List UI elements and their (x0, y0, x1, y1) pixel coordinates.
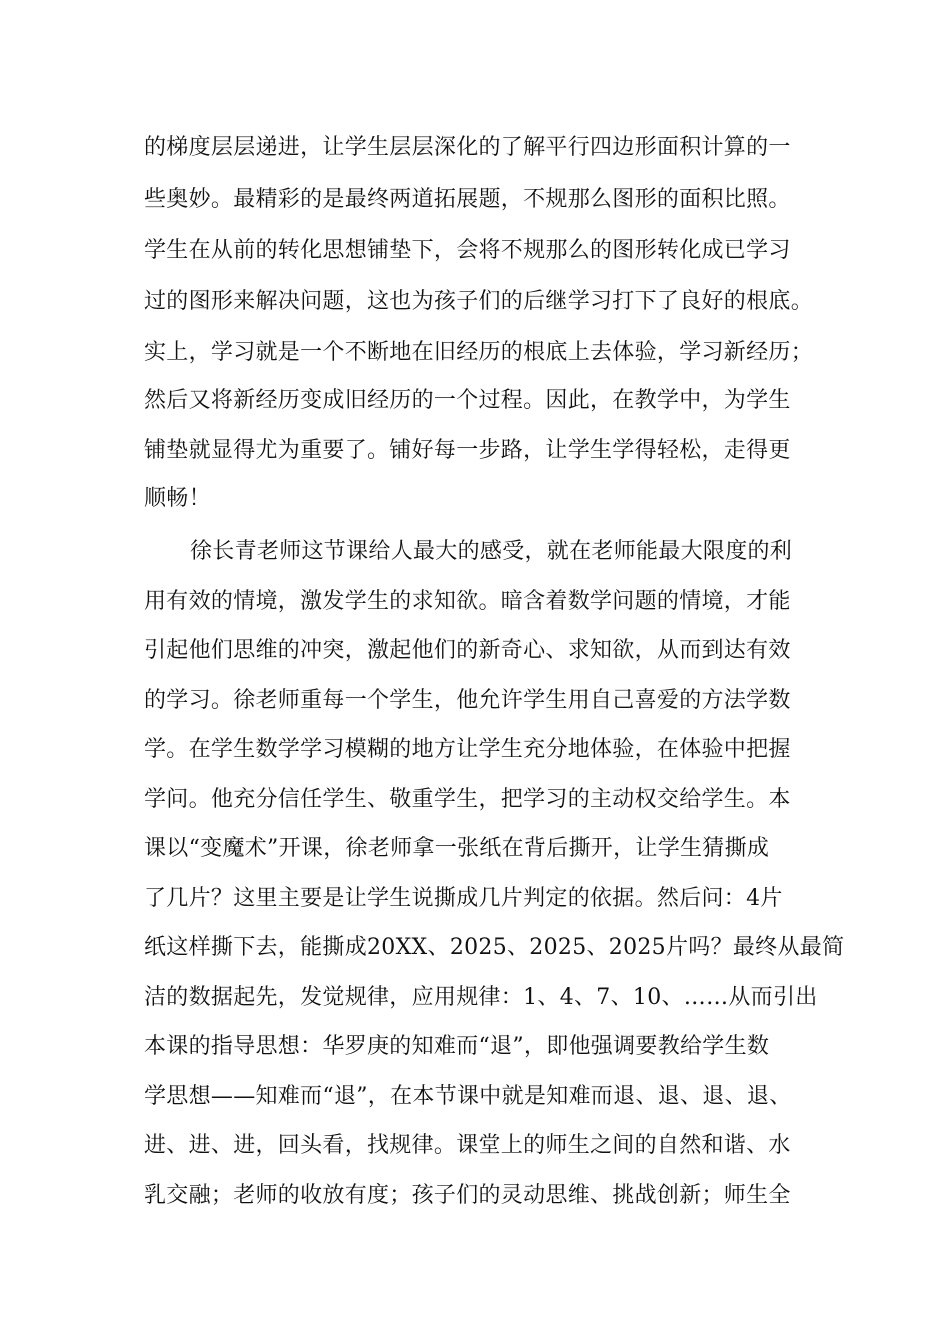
text-line: 实上，学习就是一个不断地在旧经历的根底上去体验，学习新经历； (144, 340, 814, 365)
text-line: 学。在学生数学学习模糊的地方让学生充分地体验，在体验中把握 (144, 737, 791, 762)
text-line: 些奥妙。最精彩的是最终两道拓展题，不规那么图形的面积比照。 (144, 187, 791, 212)
text-line: 本课的指导思想：华罗庚的知难而“退”，即他强调要教给学生数 (144, 1034, 770, 1059)
text-line: 的梯度层层递进，让学生层层深化的了解平行四边形面积计算的一 (144, 135, 791, 160)
text-line: 然后又将新经历变成旧经历的一个过程。因此，在教学中，为学生 (144, 388, 791, 413)
text-line: 学思想——知难而“退”，在本节课中就是知难而退、退、退、退、 (144, 1084, 792, 1109)
text-line: 纸这样撕下去，能撕成20XX、2025、2025、2025片吗？最终从最简 (144, 935, 845, 960)
text-line: 乳交融；老师的收放有度；孩子们的灵动思维、挑战创新；师生全 (144, 1183, 791, 1208)
text-line: 铺垫就显得尤为重要了。铺好每一步路，让学生学得轻松，走得更 (144, 438, 791, 463)
text-line: 洁的数据起先，发觉规律，应用规律：1、4、7、10、……从而引出 (144, 985, 818, 1010)
text-line: 学生在从前的转化思想铺垫下，会将不规那么的图形转化成已学习 (144, 238, 791, 263)
text-line: 引起他们思维的冲突，激起他们的新奇心、求知欲，从而到达有效 (144, 638, 791, 663)
text-line: 的学习。徐老师重每一个学生，他允许学生用自己喜爱的方法学数 (144, 688, 791, 713)
text-line: 进、进、进，回头看，找规律。课堂上的师生之间的自然和谐、水 (144, 1133, 791, 1158)
text-line: 了几片？这里主要是让学生说撕成几片判定的依据。然后问：4片 (144, 886, 783, 911)
text-line: 过的图形来解决问题，这也为孩子们的后继学习打下了良好的根底。 (144, 289, 814, 314)
text-line: 用有效的情境，激发学生的求知欲。暗含着数学问题的情境，才能 (144, 589, 791, 614)
text-line: 学问。他充分信任学生、敬重学生，把学习的主动权交给学生。本 (144, 787, 791, 812)
paragraph-first-line: 徐长青老师这节课给人最大的感受，就在老师能最大限度的利 (190, 539, 793, 564)
text-line: 顺畅！ (144, 486, 211, 511)
text-line: 课以“变魔术”开课，徐老师拿一张纸在背后撕开，让学生猜撕成 (144, 836, 770, 861)
